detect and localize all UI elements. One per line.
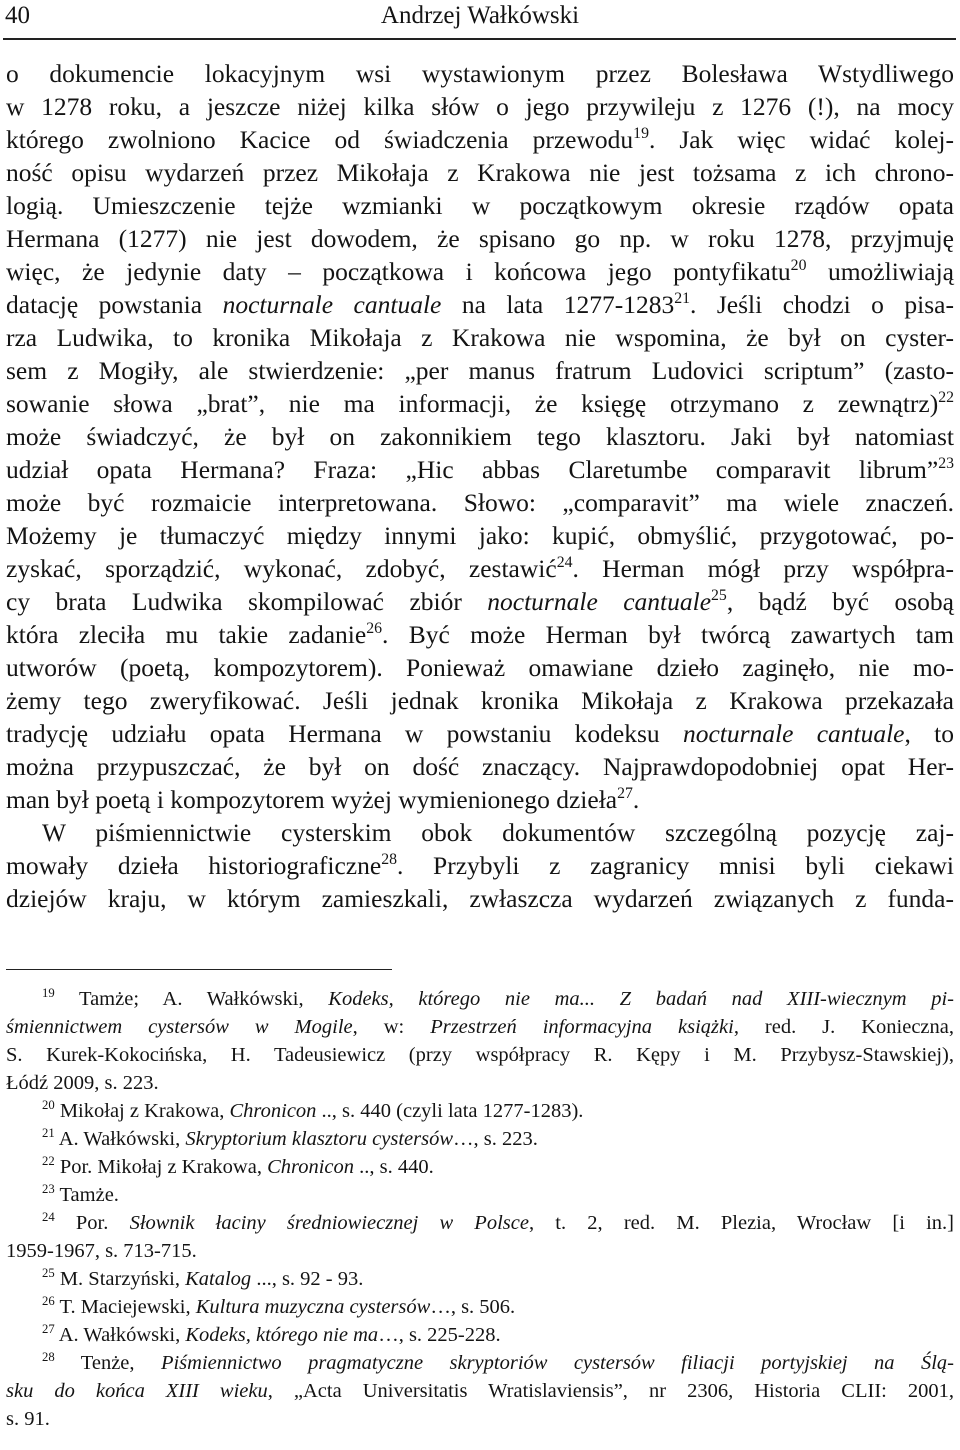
footnote-line: sku do końca XIII wieku, „Acta Universitatis Wratislaviensis”, nr 2306, Historia CLII: 2001,: [6, 1380, 955, 1402]
footnote-marker: 25: [42, 1266, 55, 1281]
footnote-line: $^{28}$ Tenże, Piśmiennictwo pragmatyczne skryptoriów cystersów filiacji portyjskiej na Ślą-: [42, 1350, 954, 1374]
footnote-marker: 22: [42, 1154, 55, 1169]
footnote-line: $^{25}$ M. Starzyński, Katalog ..., s. 92 - 93.: [42, 1266, 364, 1290]
body-line: ność opisu wydarzeń przez Mikołaja z Krakowa nie jest tożsama z ich chrono-: [6, 158, 954, 187]
italic-title: Chronicon: [267, 1156, 355, 1178]
body-line: sem z Mogiły, ale stwierdzenie: „per manus fratrum Ludovici scriptum” (zasto-: [6, 356, 954, 385]
italic-title: Piśmiennictwo pragmatyczne skryptoriów cystersów filiacji portyjskiej na Ślą-: [160, 1352, 954, 1374]
body-line: utworów (poetą, kompozytorem). Ponieważ omawiane dzieło zaginęło, nie mo-: [6, 653, 954, 682]
italic-title: Kodeks, którego nie ma... Z badań nad XIII-wiecznym pi-: [328, 988, 954, 1010]
italic-title: nocturnale cantuale: [487, 587, 712, 616]
page-number: 40: [5, 2, 30, 29]
footnote-line: $^{21}$ A. Wałkówski, Skryptorium klasztoru cystersów…, s. 223.: [42, 1126, 538, 1150]
footnote-marker: 19: [633, 125, 649, 143]
footnote-marker: 22: [938, 389, 954, 407]
body-line: zyskać, sporządzić, wykonać, zdobyć, zestawić$^{24}$. Herman mógł przy współpra-: [6, 554, 954, 583]
body-line: można przypuszczać, że był on dość znaczący. Najprawdopodobniej opat Her-: [6, 752, 954, 781]
body-line-indented: W piśmiennictwie cysterskim obok dokumentów szczególną pozycję zaj-: [42, 818, 954, 847]
footnote-separator: [6, 969, 392, 970]
italic-title: Słownik łaciny średniowiecznej w Polsce: [129, 1212, 529, 1234]
italic-title: Kodeks, którego nie ma: [185, 1324, 379, 1346]
footnote-line: $^{22}$ Por. Mikołaj z Krakowa, Chronicon .., s. 440.: [42, 1154, 434, 1178]
footnote-marker: 25: [711, 587, 727, 605]
footnote-line: śmiennictwem cystersów w Mogile, w: Przestrzeń informacyjna książki, red. J. Konieczna,: [6, 1016, 955, 1038]
footnote-line: s. 91.: [6, 1408, 50, 1430]
footnote-line: Łódź 2009, s. 223.: [6, 1072, 159, 1094]
footnote-line: $^{24}$ Por. Słownik łaciny średniowiecznej w Polsce, t. 2, red. M. Plezia, Wrocław [i in.]: [42, 1210, 954, 1234]
body-line: może być rozmaicie interpretowana. Słowo: „comparavit” ma wiele znaczeń.: [6, 488, 954, 517]
footnote-marker: 20: [790, 257, 807, 275]
body-line: dziejów kraju, w którym zamieszkali, zwłaszcza wydarzeń związanych z funda-: [6, 884, 954, 913]
body-line: datację powstania nocturnale cantuale na lata 1277-1283$^{21}$. Jeśli chodzi o pisa-: [6, 290, 954, 319]
body-line: więc, że jedynie daty – początkowa i końcowa jego pontyfikatu$^{20}$ umożliwiają: [6, 257, 955, 286]
italic-title: Chronicon: [229, 1100, 317, 1122]
body-line: może świadczyć, że był on zakonnikiem tego klasztoru. Jaki był natomiast: [6, 422, 954, 451]
body-line: Hermana (1277) nie jest dowodem, że spisano go np. w roku 1278, przyjmuję: [6, 224, 954, 253]
body-line: Możemy je tłumaczyć między innymi jako: kupić, obmyślić, przygotować, po-: [6, 521, 954, 550]
header-rule: [3, 38, 956, 40]
footnote-marker: 23: [42, 1182, 55, 1197]
italic-title: śmiennictwem cystersów w Mogile: [6, 1016, 353, 1038]
footnote-marker: 24: [42, 1210, 55, 1225]
footnote-line: S. Kurek-Kokocińska, H. Tadeusiewicz (przy współpracy R. Kępy i M. Przybysz-Stawskiej),: [6, 1044, 954, 1066]
footnote-marker: 28: [42, 1350, 55, 1365]
footnote-marker: 19: [42, 986, 55, 1001]
footnote-marker: 26: [42, 1294, 55, 1309]
footnote-line: $^{19}$ Tamże; A. Wałkówski, Kodeks, którego nie ma... Z badań nad XIII-wiecznym pi-: [42, 986, 954, 1010]
footnote-marker: 23: [938, 455, 954, 473]
footnote-marker: 21: [674, 290, 691, 308]
italic-title: Przestrzeń informacyjna książki: [430, 1016, 734, 1038]
body-line: o dokumencie lokacyjnym wsi wystawionym przez Bolesława Wstydliwego: [6, 59, 954, 88]
footnote-marker: 24: [556, 554, 573, 572]
running-head: Andrzej Wałkówski: [380, 2, 580, 29]
italic-title: Skryptorium klasztoru cystersów: [185, 1128, 453, 1150]
page-header: [0, 0, 960, 40]
footnote-marker: 21: [42, 1126, 55, 1141]
body-line: udział opata Hermana? Fraza: „Hic abbas Claretumbe comparavit librum”$^{23}$: [6, 455, 954, 484]
footnote-marker: 27: [617, 785, 633, 803]
body-line: która zleciła mu takie zadanie$^{26}$. Być może Herman był twórcą zawartych tam: [6, 620, 955, 649]
body-line: żemy tego zweryfikować. Jeśli jednak kronika Mikołaja z Krakowa przekazała: [6, 686, 954, 715]
footnote-marker: 28: [381, 851, 397, 869]
footnote-line: $^{20}$ Mikołaj z Krakowa, Chronicon .., s. 440 (czyli lata 1277-1283).: [42, 1098, 584, 1122]
italic-title: sku do końca XIII wieku: [6, 1380, 268, 1402]
footnote-line: $^{27}$ A. Wałkówski, Kodeks, którego nie ma…, s. 225-228.: [42, 1322, 501, 1346]
body-line: którego zwolniono Kacice od świadczenia przewodu$^{19}$. Jak więc widać kolej-: [6, 125, 954, 154]
italic-title: Kultura muzyczna cystersów: [195, 1296, 431, 1318]
footnote-line: 1959-1967, s. 713-715.: [6, 1240, 197, 1262]
body-line: rza Ludwika, to kronika Mikołaja z Krakowa nie wspomina, że był on cyster-: [6, 323, 954, 352]
footnote-marker: 26: [366, 620, 382, 638]
footnote-line: $^{23}$ Tamże.: [42, 1182, 119, 1206]
body-line: tradycję udziału opata Hermana w powstaniu kodeksu nocturnale cantuale, to: [6, 719, 954, 748]
footnote-line: $^{26}$ T. Maciejewski, Kultura muzyczna cystersów…, s. 506.: [42, 1294, 516, 1318]
body-line: man był poetą i kompozytorem wyżej wymienionego dzieła$^{27}$.: [6, 785, 640, 814]
body-line: sowanie słowa „brat”, nie ma informacji, że księgę otrzymano z zewnątrz)$^{22}$: [6, 389, 954, 418]
footnote-marker: 27: [42, 1322, 55, 1337]
italic-title: Katalog: [185, 1268, 252, 1290]
italic-title: nocturnale cantuale: [682, 719, 905, 748]
italic-title: nocturnale cantuale: [222, 290, 442, 319]
body-line: cy brata Ludwika skompilować zbiór nocturnale cantuale$^{25}$, bądź być osobą: [6, 587, 954, 616]
body-line: mowały dzieła historiograficzne$^{28}$. Przybyli z zagranicy mnisi byli ciekawi: [6, 851, 954, 880]
footnote-marker: 20: [42, 1098, 55, 1113]
body-line: logią. Umieszczenie tejże wzmianki w początkowym okresie rządów opata: [6, 191, 954, 220]
body-line: w 1278 roku, a jeszcze niżej kilka słów o jego przywileju z 1276 (!), na mocy: [6, 92, 954, 121]
